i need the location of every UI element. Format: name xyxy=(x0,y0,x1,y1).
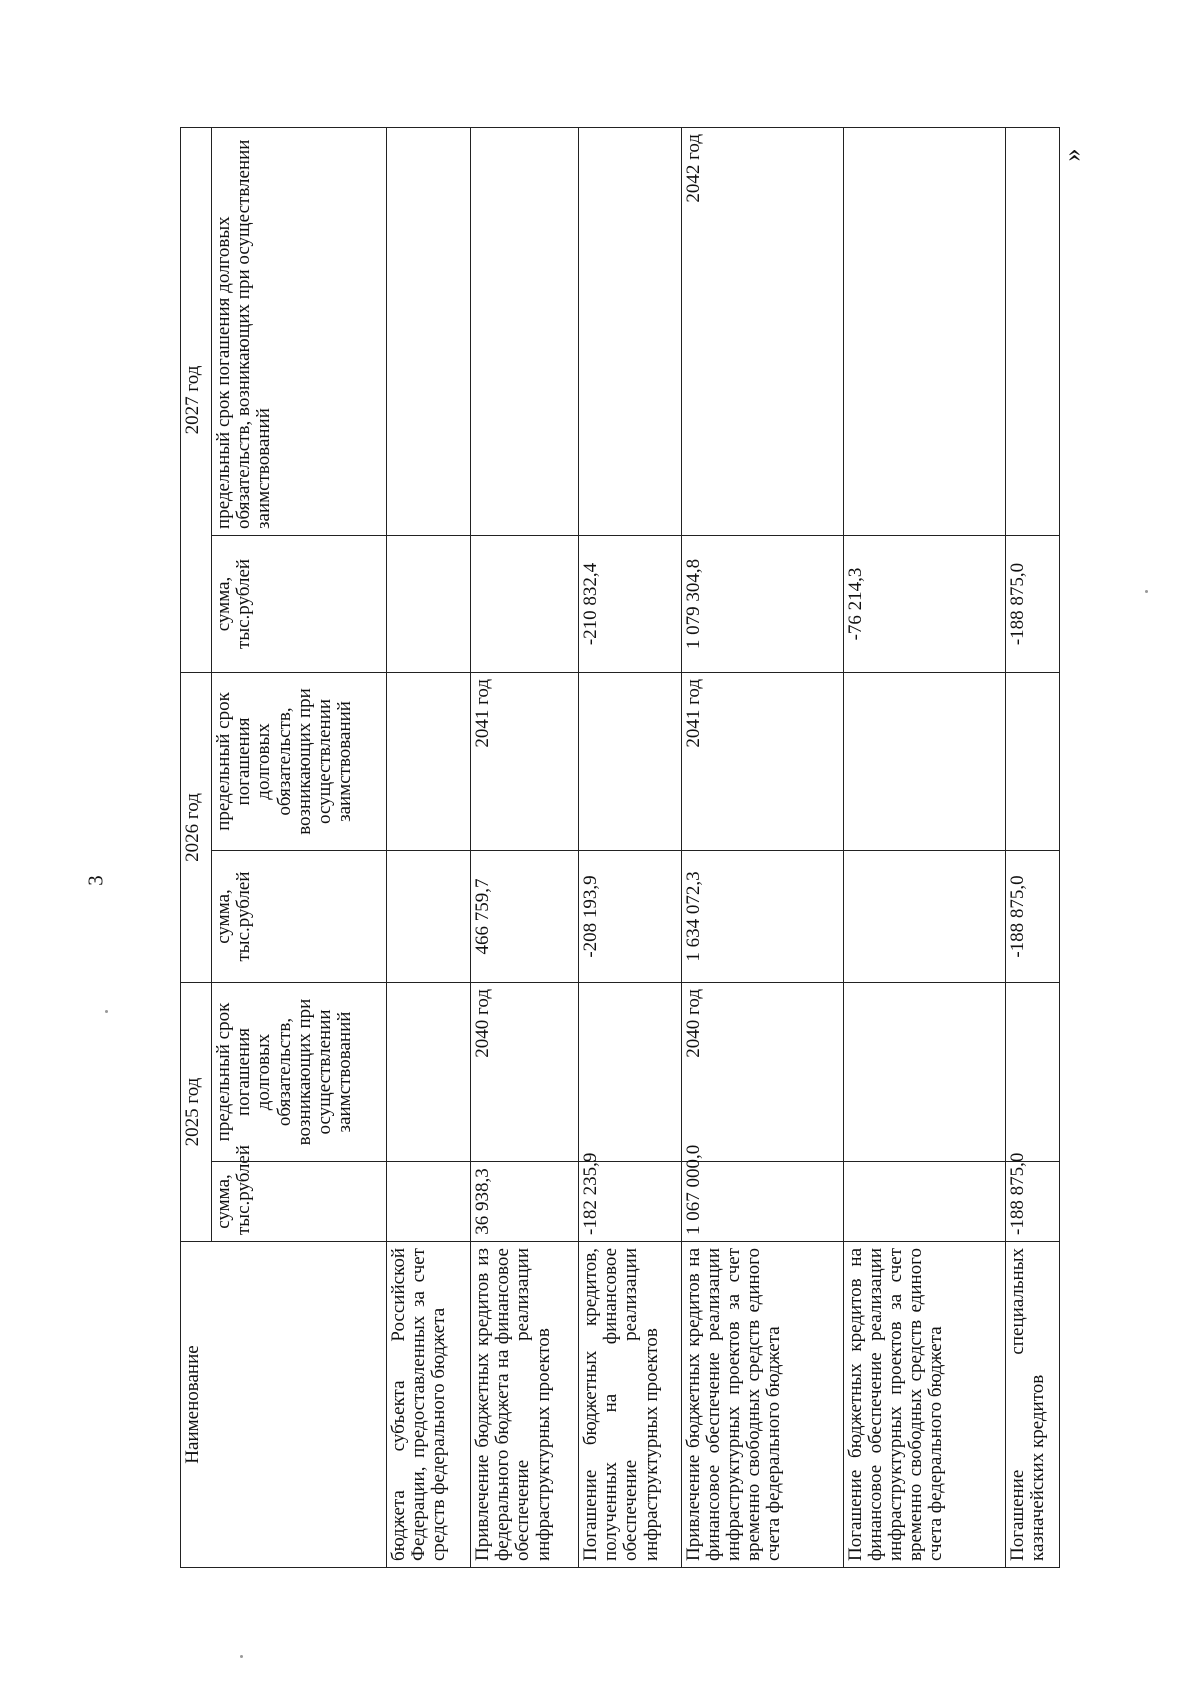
term-2027 xyxy=(579,127,682,535)
term-2027 xyxy=(1005,127,1059,535)
table-row xyxy=(471,127,579,1567)
sum-2027: -188 875,0 xyxy=(1005,535,1059,672)
header-term-2026: предельный срок погашения долговых обязательств, возникающих при осуществлении заимствований xyxy=(212,672,387,850)
term-2026 xyxy=(579,672,682,850)
sum-2027: -76 214,3 xyxy=(843,535,1005,672)
sum-2027: 1 079 304,8 xyxy=(681,535,843,672)
page-number: 3 xyxy=(83,875,108,886)
rotated-table-container xyxy=(180,128,1060,1568)
closing-quote: » xyxy=(1057,148,1087,162)
sum-2026: 1 634 072,3 xyxy=(681,850,843,982)
sum-2025 xyxy=(387,1162,471,1242)
sum-2027 xyxy=(471,535,579,672)
term-2025 xyxy=(843,982,1005,1161)
table-row xyxy=(681,127,843,1567)
term-2025: 2040 год xyxy=(681,982,843,1161)
header-year-2026: 2026 год xyxy=(181,672,212,982)
term-2026 xyxy=(387,672,471,850)
term-2026 xyxy=(1005,672,1059,850)
row-name: Погашение специальных казначейских кредитов xyxy=(1005,1242,1059,1568)
table-row xyxy=(387,127,471,1567)
sum-2026 xyxy=(843,850,1005,982)
row-name: бюджета субъекта Российской Федерации, предоставленных за счет средств федерального бюджета xyxy=(387,1242,471,1568)
term-2025 xyxy=(387,982,471,1161)
sum-2025 xyxy=(843,1162,1005,1242)
table-row xyxy=(843,127,1005,1567)
table-row xyxy=(579,127,682,1567)
table-row xyxy=(1005,127,1059,1567)
sum-2027 xyxy=(387,535,471,672)
header-term-2025: предельный срок погашения долговых обязательств, возникающих при осуществлении заимствований xyxy=(212,982,387,1161)
sum-2026: 466 759,7 xyxy=(471,850,579,982)
borrowing-program-table xyxy=(180,127,1060,1568)
sum-2025: -182 235,9 xyxy=(579,1162,682,1242)
row-name: Погашение бюджетных кредитов на финансовое обеспечение реализации инфраструктурных проектов за счет временно свободных средств единого счета федерального бюджета xyxy=(843,1242,1005,1568)
term-2027 xyxy=(843,127,1005,535)
term-2026: 2041 год xyxy=(681,672,843,850)
header-name: Наименование xyxy=(181,1242,387,1568)
term-2025 xyxy=(579,982,682,1161)
scan-speck xyxy=(105,1010,108,1013)
scan-speck xyxy=(1145,590,1148,593)
term-2027 xyxy=(387,127,471,535)
sum-2027: -210 832,4 xyxy=(579,535,682,672)
term-2025: 2040 год xyxy=(471,982,579,1161)
term-2026: 2041 год xyxy=(471,672,579,850)
term-2027 xyxy=(471,127,579,535)
scan-speck xyxy=(240,1655,243,1658)
term-2027: 2042 год xyxy=(681,127,843,535)
header-sum-2026: сумма, тыс.рублей xyxy=(212,850,387,982)
header-year-2025: 2025 год xyxy=(181,982,212,1241)
sum-2026: -188 875,0 xyxy=(1005,850,1059,982)
sum-2025: 1 067 000,0 xyxy=(681,1162,843,1242)
row-name: Погашение бюджетных кредитов, полученных на финансовое обеспечение реализации инфраструктурных проектов xyxy=(579,1242,682,1568)
header-term-2027: предельный срок погашения долговых обязательств, возникающих при осуществлении заимствований xyxy=(212,127,387,535)
header-sum-2027: сумма, тыс.рублей xyxy=(212,535,387,672)
row-name: Привлечение бюджетных кредитов на финансовое обеспечение реализации инфраструктурных проектов за счет временно свободных средств единого счета федерального бюджета xyxy=(681,1242,843,1568)
sum-2025: 36 938,3 xyxy=(471,1162,579,1242)
term-2026 xyxy=(843,672,1005,850)
term-2025 xyxy=(1005,982,1059,1161)
header-year-2027: 2027 год xyxy=(181,127,212,672)
sum-2025: -188 875,0 xyxy=(1005,1162,1059,1242)
sum-2026: -208 193,9 xyxy=(579,850,682,982)
row-name: Привлечение бюджетных кредитов из федерального бюджета на финансовое обеспечение реализации инфраструктурных проектов xyxy=(471,1242,579,1568)
sum-2026 xyxy=(387,850,471,982)
header-sum-2025: сумма, тыс.рублей xyxy=(212,1162,387,1242)
